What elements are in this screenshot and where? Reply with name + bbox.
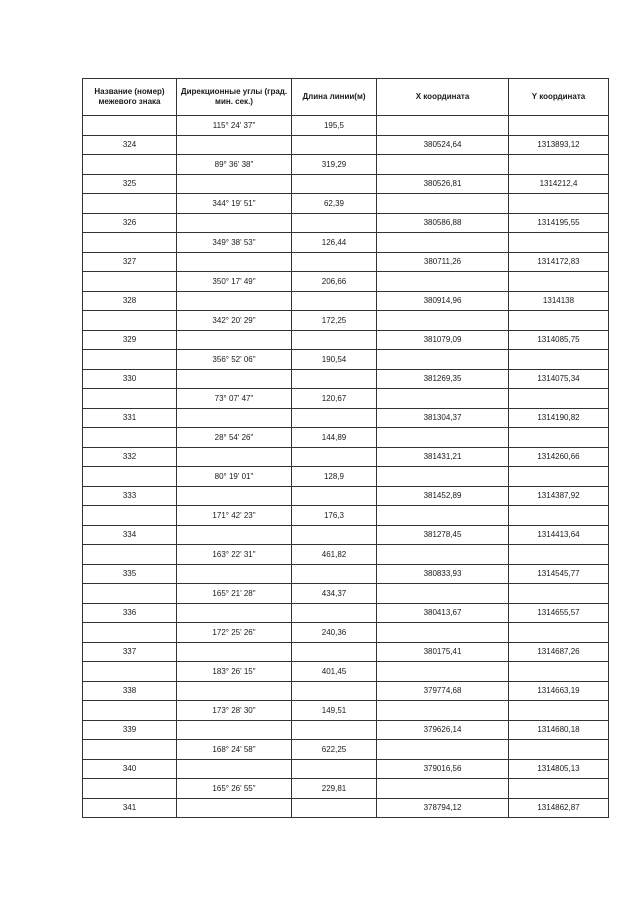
point-name-cell: 331 bbox=[83, 408, 177, 428]
empty-cell bbox=[509, 116, 609, 136]
empty-cell bbox=[509, 311, 609, 331]
empty-cell bbox=[292, 447, 377, 467]
empty-cell bbox=[509, 584, 609, 604]
line-length-cell: 206,66 bbox=[292, 272, 377, 292]
empty-cell bbox=[177, 564, 292, 584]
x-coordinate-cell: 379626,14 bbox=[377, 720, 509, 740]
empty-cell bbox=[83, 779, 177, 799]
empty-cell bbox=[177, 330, 292, 350]
point-row bbox=[83, 564, 609, 584]
direction-angle-cell: 165° 26' 55" bbox=[177, 779, 292, 799]
point-row bbox=[83, 681, 609, 701]
direction-angle-cell: 171° 42' 23" bbox=[177, 506, 292, 526]
line-length-cell: 240,36 bbox=[292, 623, 377, 643]
x-coordinate-cell: 381304,37 bbox=[377, 408, 509, 428]
empty-cell bbox=[292, 681, 377, 701]
y-coordinate-cell: 1314687,26 bbox=[509, 642, 609, 662]
x-coordinate-cell: 380833,93 bbox=[377, 564, 509, 584]
line-length-cell: 190,54 bbox=[292, 350, 377, 370]
empty-cell bbox=[177, 174, 292, 194]
x-coordinate-cell: 378794,12 bbox=[377, 798, 509, 818]
direction-angle-cell: 356° 52' 06" bbox=[177, 350, 292, 370]
header-point-name: Название (номер) межевого знака bbox=[83, 79, 177, 116]
empty-cell bbox=[377, 701, 509, 721]
empty-cell bbox=[83, 506, 177, 526]
header-line-length: Длина линии(м) bbox=[292, 79, 377, 116]
y-coordinate-cell: 1314138 bbox=[509, 291, 609, 311]
point-name-cell: 327 bbox=[83, 252, 177, 272]
segment-row bbox=[83, 506, 609, 526]
segment-row bbox=[83, 194, 609, 214]
empty-cell bbox=[177, 252, 292, 272]
point-row bbox=[83, 798, 609, 818]
y-coordinate-cell: 1313893,12 bbox=[509, 135, 609, 155]
segment-row bbox=[83, 779, 609, 799]
x-coordinate-cell: 381079,09 bbox=[377, 330, 509, 350]
x-coordinate-cell: 380914,96 bbox=[377, 291, 509, 311]
empty-cell bbox=[177, 642, 292, 662]
empty-cell bbox=[509, 194, 609, 214]
x-coordinate-cell: 381431,21 bbox=[377, 447, 509, 467]
x-coordinate-cell: 380586,88 bbox=[377, 213, 509, 233]
empty-cell bbox=[377, 272, 509, 292]
empty-cell bbox=[177, 135, 292, 155]
empty-cell bbox=[509, 740, 609, 760]
empty-cell bbox=[292, 174, 377, 194]
empty-cell bbox=[292, 408, 377, 428]
line-length-cell: 126,44 bbox=[292, 233, 377, 253]
empty-cell bbox=[509, 428, 609, 448]
empty-cell bbox=[509, 779, 609, 799]
direction-angle-cell: 350° 17' 49" bbox=[177, 272, 292, 292]
empty-cell bbox=[177, 603, 292, 623]
header-direction-angle: Дирекционные углы (град. мин. сек.) bbox=[177, 79, 292, 116]
empty-cell bbox=[177, 720, 292, 740]
empty-cell bbox=[292, 252, 377, 272]
empty-cell bbox=[292, 213, 377, 233]
direction-angle-cell: 168° 24' 58" bbox=[177, 740, 292, 760]
y-coordinate-cell: 1314680,18 bbox=[509, 720, 609, 740]
point-row bbox=[83, 135, 609, 155]
empty-cell bbox=[292, 525, 377, 545]
point-name-cell: 333 bbox=[83, 486, 177, 506]
line-length-cell: 195,5 bbox=[292, 116, 377, 136]
y-coordinate-cell: 1314387,92 bbox=[509, 486, 609, 506]
point-name-cell: 329 bbox=[83, 330, 177, 350]
empty-cell bbox=[83, 194, 177, 214]
empty-cell bbox=[509, 155, 609, 175]
line-length-cell: 401,45 bbox=[292, 662, 377, 682]
empty-cell bbox=[377, 779, 509, 799]
direction-angle-cell: 89° 36' 38" bbox=[177, 155, 292, 175]
point-row bbox=[83, 486, 609, 506]
empty-cell bbox=[377, 428, 509, 448]
segment-row bbox=[83, 155, 609, 175]
point-row bbox=[83, 330, 609, 350]
empty-cell bbox=[83, 155, 177, 175]
empty-cell bbox=[377, 506, 509, 526]
empty-cell bbox=[177, 447, 292, 467]
point-row bbox=[83, 213, 609, 233]
empty-cell bbox=[83, 350, 177, 370]
empty-cell bbox=[292, 330, 377, 350]
direction-angle-cell: 80° 19' 01" bbox=[177, 467, 292, 487]
empty-cell bbox=[83, 545, 177, 565]
point-name-cell: 330 bbox=[83, 369, 177, 389]
empty-cell bbox=[377, 389, 509, 409]
point-row bbox=[83, 408, 609, 428]
segment-row bbox=[83, 701, 609, 721]
direction-angle-cell: 163° 22' 31" bbox=[177, 545, 292, 565]
line-length-cell: 128,9 bbox=[292, 467, 377, 487]
empty-cell bbox=[509, 701, 609, 721]
empty-cell bbox=[292, 759, 377, 779]
point-row bbox=[83, 525, 609, 545]
empty-cell bbox=[509, 506, 609, 526]
empty-cell bbox=[377, 740, 509, 760]
point-row bbox=[83, 603, 609, 623]
empty-cell bbox=[83, 116, 177, 136]
y-coordinate-cell: 1314190,82 bbox=[509, 408, 609, 428]
direction-angle-cell: 172° 25' 26" bbox=[177, 623, 292, 643]
empty-cell bbox=[292, 135, 377, 155]
empty-cell bbox=[83, 311, 177, 331]
empty-cell bbox=[83, 584, 177, 604]
empty-cell bbox=[509, 233, 609, 253]
header-x-coordinate: X координата bbox=[377, 79, 509, 116]
direction-angle-cell: 28° 54' 26" bbox=[177, 428, 292, 448]
header-y-coordinate: Y координата bbox=[509, 79, 609, 116]
line-length-cell: 149,51 bbox=[292, 701, 377, 721]
empty-cell bbox=[177, 681, 292, 701]
x-coordinate-cell: 380524,64 bbox=[377, 135, 509, 155]
x-coordinate-cell: 380526,81 bbox=[377, 174, 509, 194]
empty-cell bbox=[377, 194, 509, 214]
direction-angle-cell: 344° 19' 51" bbox=[177, 194, 292, 214]
empty-cell bbox=[509, 623, 609, 643]
empty-cell bbox=[509, 467, 609, 487]
empty-cell bbox=[377, 155, 509, 175]
segment-row bbox=[83, 584, 609, 604]
table-body bbox=[83, 116, 609, 818]
empty-cell bbox=[83, 623, 177, 643]
direction-angle-cell: 349° 38' 53" bbox=[177, 233, 292, 253]
point-name-cell: 332 bbox=[83, 447, 177, 467]
point-row bbox=[83, 291, 609, 311]
point-name-cell: 328 bbox=[83, 291, 177, 311]
point-name-cell: 324 bbox=[83, 135, 177, 155]
empty-cell bbox=[177, 525, 292, 545]
empty-cell bbox=[83, 740, 177, 760]
line-length-cell: 172,25 bbox=[292, 311, 377, 331]
empty-cell bbox=[83, 272, 177, 292]
y-coordinate-cell: 1314195,55 bbox=[509, 213, 609, 233]
empty-cell bbox=[292, 642, 377, 662]
line-length-cell: 319,29 bbox=[292, 155, 377, 175]
point-row bbox=[83, 369, 609, 389]
direction-angle-cell: 183° 26' 15" bbox=[177, 662, 292, 682]
empty-cell bbox=[292, 564, 377, 584]
empty-cell bbox=[509, 545, 609, 565]
direction-angle-cell: 73° 07' 47" bbox=[177, 389, 292, 409]
empty-cell bbox=[292, 369, 377, 389]
empty-cell bbox=[377, 662, 509, 682]
segment-row bbox=[83, 623, 609, 643]
segment-row bbox=[83, 350, 609, 370]
y-coordinate-cell: 1314663,19 bbox=[509, 681, 609, 701]
empty-cell bbox=[377, 584, 509, 604]
empty-cell bbox=[509, 389, 609, 409]
empty-cell bbox=[177, 759, 292, 779]
point-row bbox=[83, 174, 609, 194]
x-coordinate-cell: 381452,89 bbox=[377, 486, 509, 506]
line-length-cell: 120,67 bbox=[292, 389, 377, 409]
point-row bbox=[83, 759, 609, 779]
point-row bbox=[83, 642, 609, 662]
segment-row bbox=[83, 740, 609, 760]
line-length-cell: 622,25 bbox=[292, 740, 377, 760]
segment-row bbox=[83, 272, 609, 292]
point-name-cell: 337 bbox=[83, 642, 177, 662]
empty-cell bbox=[177, 369, 292, 389]
y-coordinate-cell: 1314212,4 bbox=[509, 174, 609, 194]
segment-row bbox=[83, 116, 609, 136]
empty-cell bbox=[292, 486, 377, 506]
x-coordinate-cell: 380413,67 bbox=[377, 603, 509, 623]
empty-cell bbox=[177, 486, 292, 506]
line-length-cell: 144,89 bbox=[292, 428, 377, 448]
segment-row bbox=[83, 233, 609, 253]
segment-row bbox=[83, 545, 609, 565]
table-header-row bbox=[83, 79, 609, 116]
y-coordinate-cell: 1314260,66 bbox=[509, 447, 609, 467]
y-coordinate-cell: 1314545,77 bbox=[509, 564, 609, 584]
direction-angle-cell: 165° 21' 28" bbox=[177, 584, 292, 604]
empty-cell bbox=[83, 389, 177, 409]
point-name-cell: 326 bbox=[83, 213, 177, 233]
empty-cell bbox=[177, 798, 292, 818]
point-row bbox=[83, 252, 609, 272]
direction-angle-cell: 173° 28' 30" bbox=[177, 701, 292, 721]
y-coordinate-cell: 1314805,13 bbox=[509, 759, 609, 779]
point-name-cell: 339 bbox=[83, 720, 177, 740]
x-coordinate-cell: 380175,41 bbox=[377, 642, 509, 662]
point-row bbox=[83, 720, 609, 740]
segment-row bbox=[83, 389, 609, 409]
empty-cell bbox=[177, 213, 292, 233]
empty-cell bbox=[377, 545, 509, 565]
point-name-cell: 335 bbox=[83, 564, 177, 584]
y-coordinate-cell: 1314413,64 bbox=[509, 525, 609, 545]
empty-cell bbox=[177, 291, 292, 311]
segment-row bbox=[83, 662, 609, 682]
line-length-cell: 176,3 bbox=[292, 506, 377, 526]
point-name-cell: 341 bbox=[83, 798, 177, 818]
empty-cell bbox=[83, 428, 177, 448]
x-coordinate-cell: 380711,26 bbox=[377, 252, 509, 272]
empty-cell bbox=[177, 408, 292, 428]
empty-cell bbox=[509, 272, 609, 292]
segment-row bbox=[83, 311, 609, 331]
empty-cell bbox=[83, 467, 177, 487]
empty-cell bbox=[292, 603, 377, 623]
empty-cell bbox=[292, 291, 377, 311]
empty-cell bbox=[83, 701, 177, 721]
point-name-cell: 334 bbox=[83, 525, 177, 545]
empty-cell bbox=[377, 116, 509, 136]
segment-row bbox=[83, 428, 609, 448]
empty-cell bbox=[377, 350, 509, 370]
boundary-coordinates-table bbox=[82, 78, 609, 818]
x-coordinate-cell: 379016,56 bbox=[377, 759, 509, 779]
empty-cell bbox=[292, 720, 377, 740]
point-row bbox=[83, 447, 609, 467]
line-length-cell: 434,37 bbox=[292, 584, 377, 604]
empty-cell bbox=[83, 233, 177, 253]
point-name-cell: 325 bbox=[83, 174, 177, 194]
y-coordinate-cell: 1314085,75 bbox=[509, 330, 609, 350]
y-coordinate-cell: 1314862,87 bbox=[509, 798, 609, 818]
empty-cell bbox=[377, 311, 509, 331]
x-coordinate-cell: 381269,35 bbox=[377, 369, 509, 389]
empty-cell bbox=[83, 662, 177, 682]
y-coordinate-cell: 1314172,83 bbox=[509, 252, 609, 272]
point-name-cell: 336 bbox=[83, 603, 177, 623]
direction-angle-cell: 342° 20' 29" bbox=[177, 311, 292, 331]
line-length-cell: 62,39 bbox=[292, 194, 377, 214]
empty-cell bbox=[377, 467, 509, 487]
empty-cell bbox=[509, 350, 609, 370]
line-length-cell: 461,82 bbox=[292, 545, 377, 565]
empty-cell bbox=[377, 623, 509, 643]
segment-row bbox=[83, 467, 609, 487]
direction-angle-cell: 115° 24' 37" bbox=[177, 116, 292, 136]
x-coordinate-cell: 381278,45 bbox=[377, 525, 509, 545]
y-coordinate-cell: 1314655,57 bbox=[509, 603, 609, 623]
point-name-cell: 340 bbox=[83, 759, 177, 779]
y-coordinate-cell: 1314075,34 bbox=[509, 369, 609, 389]
empty-cell bbox=[377, 233, 509, 253]
empty-cell bbox=[292, 798, 377, 818]
x-coordinate-cell: 379774,68 bbox=[377, 681, 509, 701]
empty-cell bbox=[509, 662, 609, 682]
point-name-cell: 338 bbox=[83, 681, 177, 701]
line-length-cell: 229,81 bbox=[292, 779, 377, 799]
